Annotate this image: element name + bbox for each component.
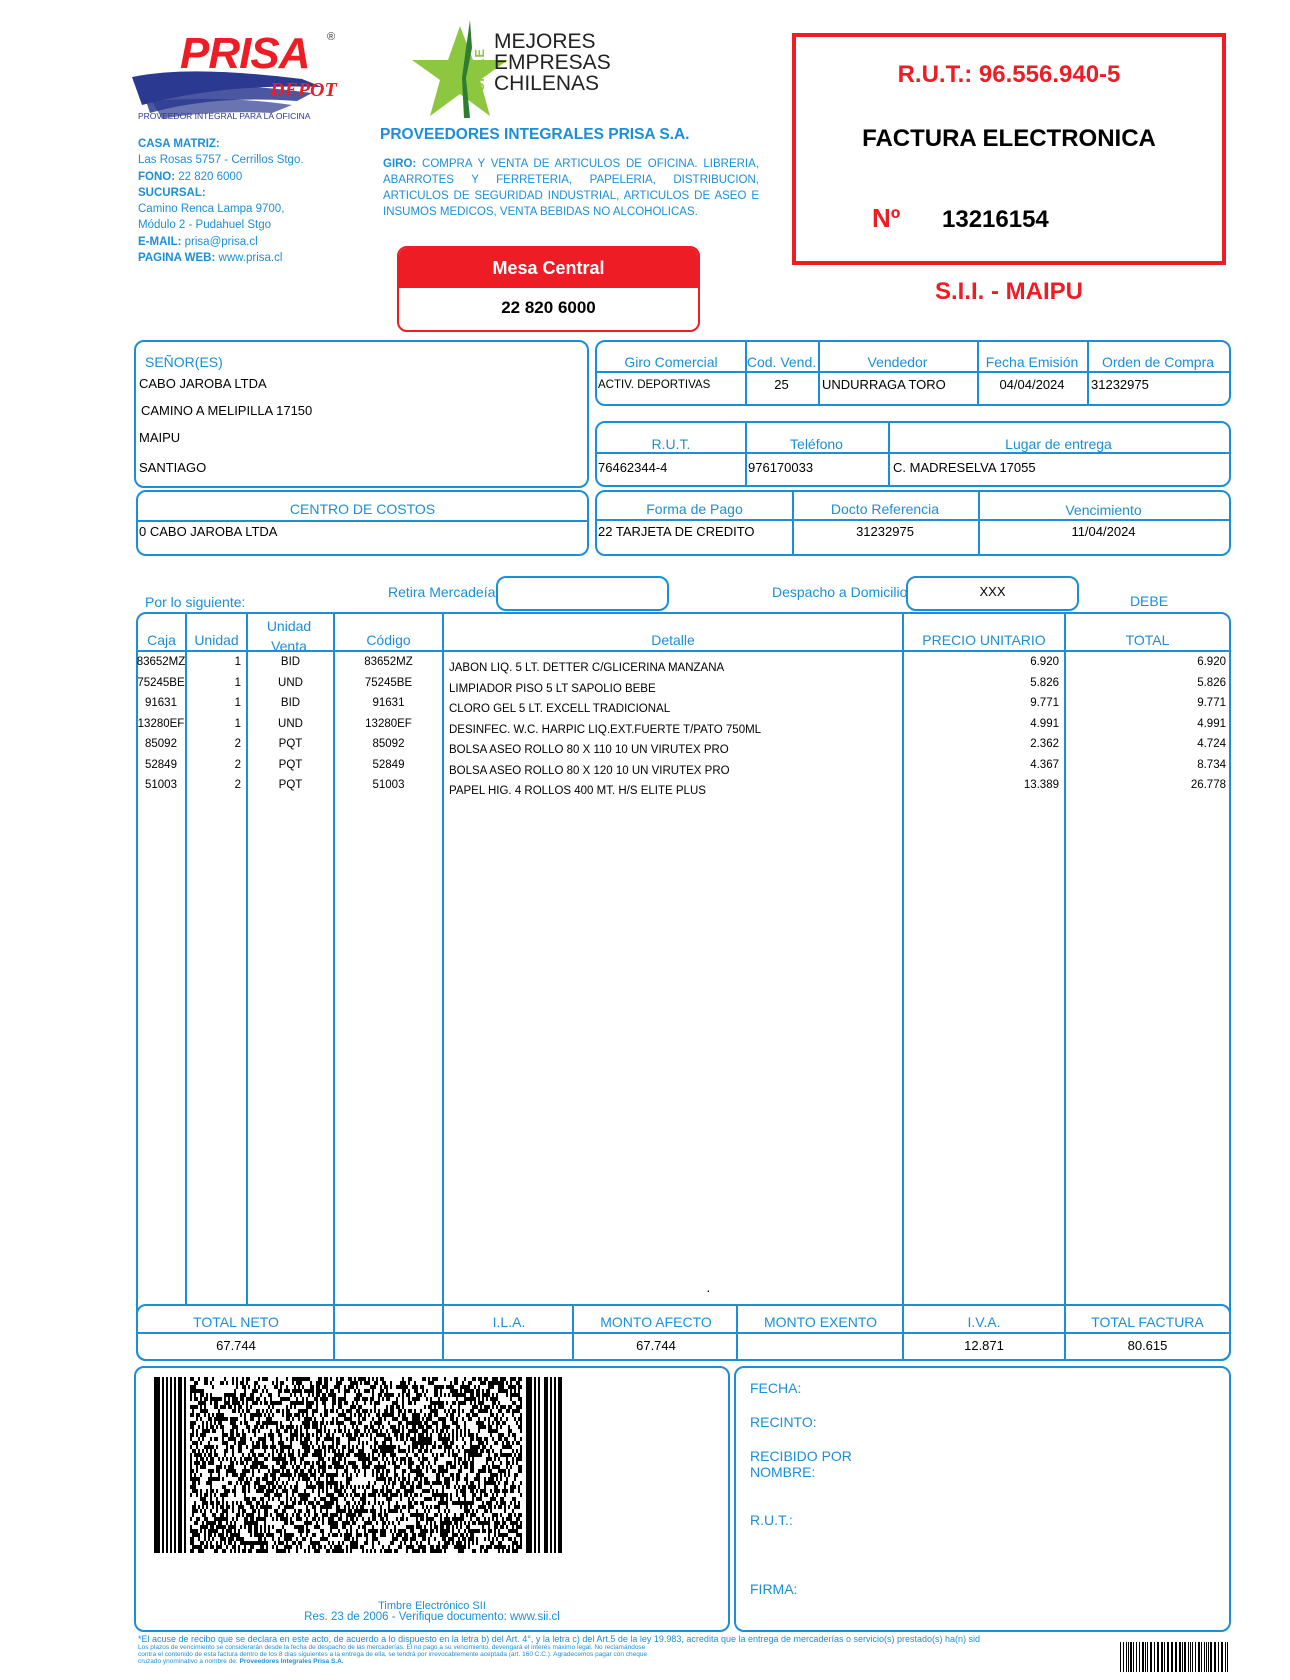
header-forma-pago: Forma de Pago <box>646 501 743 517</box>
totals-value-total-neto: 67.744 <box>216 1338 256 1353</box>
fono: 22 820 6000 <box>178 170 243 183</box>
item-caja: 75245BE <box>137 676 185 689</box>
item-caja: 85092 <box>145 738 177 750</box>
details-box-2 <box>595 421 1231 487</box>
totals-value-iva: 12.871 <box>964 1338 1004 1353</box>
timbre-barcode <box>154 1377 562 1553</box>
header-lugar-entrega: Lugar de entrega <box>1005 436 1112 452</box>
receipt-fecha: FECHA: <box>750 1380 802 1396</box>
item-caja: 13280EF <box>137 717 185 730</box>
col-precio-unitario: PRECIO UNITARIO <box>922 632 1046 648</box>
giro-label: GIRO: <box>383 158 417 170</box>
sucursal-line1: Camino Renca Lampa 9700, <box>138 203 285 216</box>
giro-comercial-value: ACTIV. DEPORTIVAS <box>598 379 711 391</box>
item-unidad-venta: BID <box>280 697 301 709</box>
item-codigo: 91631 <box>372 697 405 709</box>
item-precio: 4.991 <box>1030 717 1059 730</box>
totals-header-total-factura: TOTAL FACTURA <box>1091 1314 1204 1330</box>
invoice-number: 13216154 <box>942 206 1049 233</box>
stray-dot: · <box>706 1282 711 1298</box>
award-line2: EMPRESAS <box>494 51 611 74</box>
logo-tagline: PROVEEDOR INTEGRAL PARA LA OFICINA <box>138 111 311 121</box>
vencimiento-value: 11/04/2024 <box>1071 524 1136 539</box>
email: prisa@prisa.cl <box>184 235 258 248</box>
retira-label: Retira Mercadeía <box>388 584 496 600</box>
item-total: 4.724 <box>1197 738 1226 750</box>
retira-field <box>496 576 669 611</box>
timbre-caption: Timbre Electrónico SII <box>378 1600 486 1612</box>
item-caja: 52849 <box>145 758 177 771</box>
item-unidad-venta: PQT <box>278 738 303 750</box>
item-precio: 2.362 <box>1030 738 1059 750</box>
customer-city: SANTIAGO <box>139 460 207 475</box>
logo-main-text: PRISA <box>180 29 310 78</box>
barcode-icon <box>1120 1642 1230 1672</box>
item-codigo: 85092 <box>372 738 405 750</box>
customer-name: CABO JAROBA LTDA <box>139 376 267 391</box>
item-codigo: 52849 <box>372 758 405 771</box>
item-detalle: JABON LIQ. 5 LT. DETTER C/GLICERINA MANZANA <box>449 662 725 674</box>
web: www.prisa.cl <box>218 252 283 265</box>
item-unidad: 1 <box>234 676 241 689</box>
item-caja: 51003 <box>145 779 177 791</box>
cod-vend-value: 25 <box>774 377 789 392</box>
despacho-value: XXX <box>979 584 1006 599</box>
lugar-entrega-value: C. MADRESELVA 17055 <box>893 460 1036 475</box>
header-telefono: Teléfono <box>790 436 843 452</box>
footer-line1: *El acuse de recibo que se declara en este acto, de acuerdo a lo dispuesto en la letra b) del Art. 4°, y la letra c) del Art.5 de la ley 19.983, acredita que la entrega de mercaderías o servicio(s) prestado(s) ha(n) sid <box>138 1634 981 1644</box>
totals-value-monto-afecto: 67.744 <box>636 1338 676 1353</box>
customer-label: SEÑOR(ES) <box>145 354 223 370</box>
despacho-label: Despacho a Domicilio <box>772 584 908 600</box>
item-unidad: 2 <box>234 779 241 791</box>
totals-header-monto-exento: MONTO EXENTO <box>763 1314 878 1330</box>
debe-label: DEBE <box>1129 593 1169 609</box>
docto-referencia-value: 31232975 <box>856 524 914 539</box>
telefono-value: 976170033 <box>748 460 814 475</box>
cost-center-value: 0 CABO JAROBA LTDA <box>139 524 278 539</box>
email-label: E-MAIL: <box>138 235 182 248</box>
item-unidad-venta: PQT <box>278 779 303 791</box>
item-unidad: 2 <box>234 738 241 750</box>
item-total: 5.826 <box>1197 676 1226 689</box>
col-codigo: Código <box>366 632 411 648</box>
header-vencimiento: Vencimiento <box>1065 502 1142 518</box>
header-vendedor: Vendedor <box>867 354 928 370</box>
award-line3: CHILENAS <box>494 72 600 95</box>
rut-value: 76462344-4 <box>598 460 668 475</box>
prisa-logo <box>122 27 352 125</box>
footer-line4: cruzado ynominativo a nombre de: <box>138 1658 238 1665</box>
item-caja: 83652MZ <box>136 656 186 668</box>
award-country: CHILE <box>472 48 487 92</box>
invoice-type: FACTURA ELECTRONICA <box>862 125 1156 152</box>
receipt-nombre: NOMBRE: <box>750 1464 816 1480</box>
header-rut: R.U.T. <box>651 436 691 452</box>
giro-value: COMPRA Y VENTA DE ARTICULOS DE OFICINA. LIBRERIA, ABARROTES Y FERRETERIA, PAPELERIA, DISTRIBUCION, ARTICULOS DE SEGURIDAD INDUSTRIAL, ARTICULOS DE ASEO E INSUMOS MEDICOS, VENTA BEBIDAS NO ALCOHOLICAS. <box>383 158 759 218</box>
item-unidad-venta: UND <box>278 717 303 730</box>
sucursal-line2: Módulo 2 - Pudahuel Stgo <box>138 219 271 232</box>
item-total: 8.734 <box>1197 758 1226 771</box>
item-unidad-venta: UND <box>278 676 303 689</box>
sucursal-label: SUCURSAL: <box>138 186 206 199</box>
header-fecha-emision: Fecha Emisión <box>985 354 1079 370</box>
item-precio: 13.389 <box>1023 779 1059 791</box>
customer-address: CAMINO A MELIPILLA 17150 <box>141 403 313 418</box>
item-unidad: 1 <box>234 697 241 709</box>
cost-center-label: CENTRO DE COSTOS <box>289 501 436 517</box>
casa-matriz-label: CASA MATRIZ: <box>138 138 220 150</box>
receipt-recibido: RECIBIDO POR <box>750 1448 852 1464</box>
company-name: PROVEEDORES INTEGRALES PRISA S.A. <box>380 126 690 143</box>
timbre-res: Res. 23 de 2006 - Verifique documento: www.sii.cl <box>304 1611 560 1623</box>
footer-line2: Los plazos de vencimiento se considerarán desde la fecha de despacho de las mercaderías. El no pago a su vencimiento, devengará el interés máximo legal. No reclamándose <box>138 1644 646 1651</box>
company-info <box>138 136 304 266</box>
item-precio: 9.771 <box>1030 697 1059 709</box>
col-unidad-venta: Unidad Venta <box>266 618 312 654</box>
item-precio: 5.826 <box>1030 676 1059 689</box>
footer-barcode <box>1120 1642 1230 1672</box>
award-line1: MEJORES <box>494 30 596 53</box>
invoice-number-label: Nº <box>872 203 901 233</box>
totals-header-iva: I.V.A. <box>967 1314 1001 1330</box>
item-total: 6.920 <box>1197 656 1226 668</box>
casa-matriz: Las Rosas 5757 - Cerrillos Stgo. <box>138 154 304 167</box>
totals-header-ila: I.L.A. <box>492 1314 526 1330</box>
details-box-3 <box>595 490 1231 556</box>
header-giro-comercial: Giro Comercial <box>624 354 718 370</box>
col-detalle: Detalle <box>651 632 695 648</box>
por-lo-siguiente: Por lo siguiente: <box>145 594 246 610</box>
item-codigo: 83652MZ <box>364 656 413 668</box>
item-unidad-venta: PQT <box>278 758 303 771</box>
footer-legal <box>138 1634 1038 1665</box>
mesa-central-label: Mesa Central <box>399 248 698 288</box>
receipt-recinto: RECINTO: <box>750 1414 817 1430</box>
totals-header-total-neto: TOTAL NETO <box>193 1314 279 1330</box>
col-caja: Caja <box>147 632 176 648</box>
col-unidad: Unidad <box>194 632 239 648</box>
col-total: TOTAL <box>1125 632 1170 648</box>
forma-pago-value: 22 TARJETA DE CREDITO <box>598 524 755 539</box>
customer-comuna: MAIPU <box>139 430 181 445</box>
item-unidad-venta: BID <box>280 656 301 668</box>
orden-compra-value: 31232975 <box>1091 377 1149 392</box>
award-logo <box>408 18 618 123</box>
item-codigo: 51003 <box>372 779 405 791</box>
web-label: PAGINA WEB: <box>138 252 216 265</box>
fono-label: FONO: <box>138 170 176 183</box>
item-detalle: LIMPIADOR PISO 5 LT SAPOLIO BEBE <box>449 682 656 695</box>
receipt-box <box>734 1366 1231 1632</box>
item-precio: 6.920 <box>1030 656 1059 668</box>
footer-line4-bold: Proveedores Integrales Prisa S.A. <box>239 1658 344 1665</box>
totals-value-total-factura: 80.615 <box>1127 1338 1168 1353</box>
item-caja: 91631 <box>145 697 177 709</box>
header-cod-vend: Cod. Vend. <box>746 354 817 370</box>
item-detalle: BOLSA ASEO ROLLO 80 X 120 10 UN VIRUTEX PRO <box>449 764 730 777</box>
item-codigo: 75245BE <box>364 676 413 689</box>
sii-office: S.I.I. - MAIPU <box>934 278 1083 305</box>
fecha-emision-value: 04/04/2024 <box>999 377 1065 392</box>
invoice-rut: R.U.T.: 96.556.940-5 <box>897 61 1121 88</box>
vendedor-value: UNDURRAGA TORO <box>822 377 946 392</box>
item-codigo: 13280EF <box>365 717 412 730</box>
header-orden-compra: Orden de Compra <box>1101 354 1215 370</box>
item-unidad: 1 <box>234 717 241 730</box>
registered-icon: ® <box>327 31 336 43</box>
item-total: 9.771 <box>1197 697 1226 709</box>
cost-center-box <box>136 490 589 556</box>
totals-header-monto-afecto: MONTO AFECTO <box>600 1314 712 1330</box>
receipt-firma: FIRMA: <box>750 1581 798 1597</box>
mesa-central-phone: 22 820 6000 <box>501 298 596 317</box>
footer-line3: contra el contenido de esta factura dentro de los 8 días siguientes a la entrega de ella, se tendrá por irrevocablemente aceptada (art. 160 C.C.). Agradecemos pagar con cheque <box>138 1651 648 1658</box>
details-box-1 <box>595 340 1231 406</box>
header-docto-referencia: Docto Referencia <box>830 501 940 517</box>
logo-sub-text: DEPOT <box>270 79 337 101</box>
item-total: 4.991 <box>1197 717 1226 730</box>
mesa-central-box <box>397 246 700 332</box>
item-detalle: BOLSA ASEO ROLLO 80 X 110 10 UN VIRUTEX PRO <box>449 744 729 756</box>
item-detalle: PAPEL HIG. 4 ROLLOS 400 MT. H/S ELITE PLUS <box>449 785 706 797</box>
item-unidad: 2 <box>234 758 241 771</box>
item-unidad: 1 <box>234 656 241 668</box>
pdf417-icon <box>154 1377 562 1553</box>
giro-text <box>383 156 759 220</box>
item-detalle: CLORO GEL 5 LT. EXCELL TRADICIONAL <box>449 703 671 715</box>
receipt-rut: R.U.T.: <box>750 1512 793 1528</box>
item-total: 26.778 <box>1190 779 1226 791</box>
item-precio: 4.367 <box>1030 758 1059 771</box>
invoice-rut-box <box>792 33 1226 265</box>
item-detalle: DESINFEC. W.C. HARPIC LIQ.EXT.FUERTE T/PATO 750ML <box>449 723 762 736</box>
